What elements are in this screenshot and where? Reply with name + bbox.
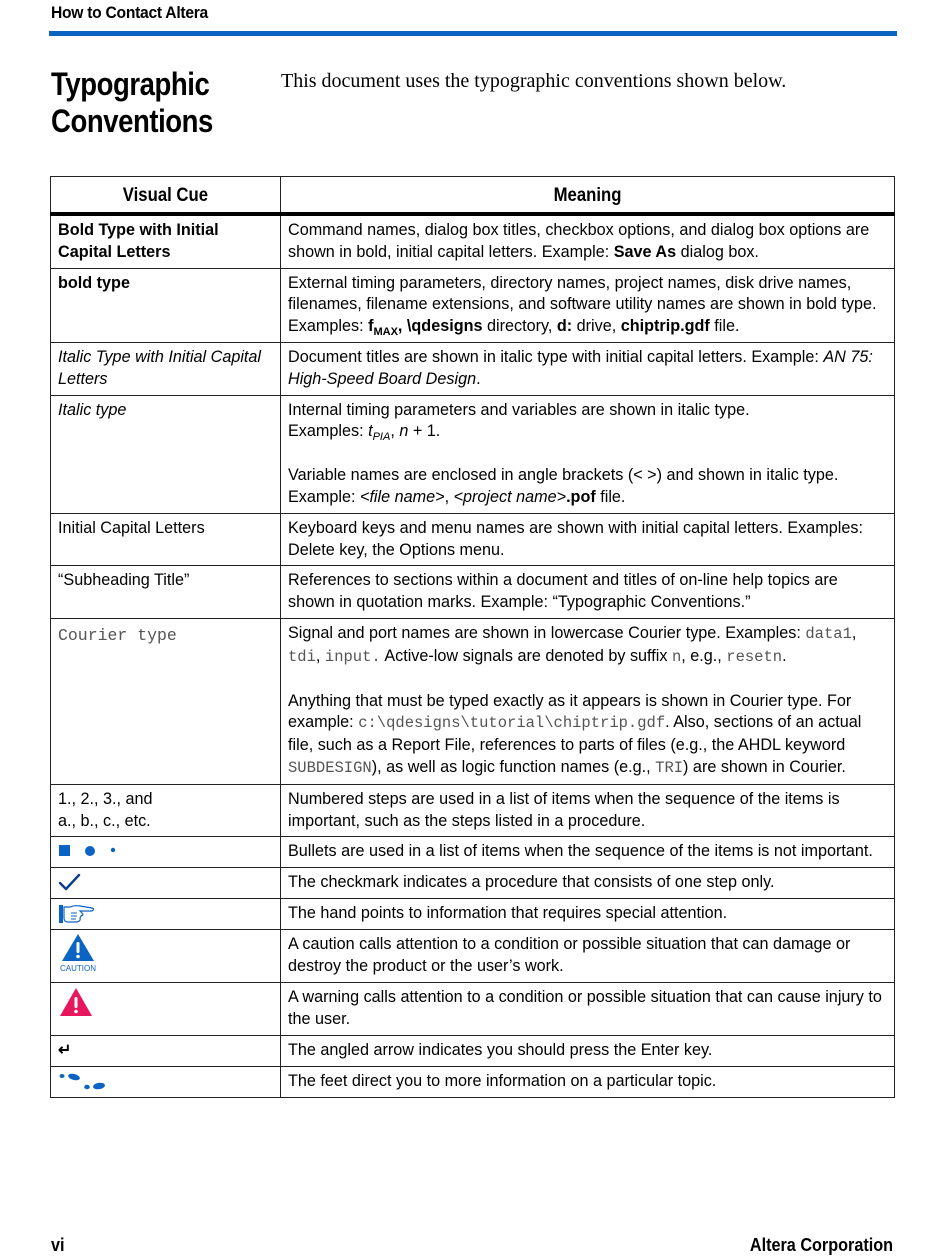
- header-rule: [49, 31, 897, 36]
- running-head: How to Contact Altera: [51, 3, 208, 22]
- warning-icon: [58, 986, 100, 1020]
- meaning-cell: Numbered steps are used in a list of items when the sequence of the items is important, such as the steps listed in a procedure.: [281, 784, 895, 837]
- cue-cell: [51, 868, 281, 899]
- cue-cell: Initial Capital Letters: [51, 513, 281, 566]
- meaning-cell: Bullets are used in a list of items when the sequence of the items is not important.: [281, 837, 895, 868]
- table-row: [51, 982, 895, 1035]
- meaning-cell: The feet direct you to more information on a particular topic.: [281, 1066, 895, 1097]
- meaning-cell: Command names, dialog box titles, checkbox options, and dialog box options are shown in bold, initial capital letters. Example: Save As dialog box.: [281, 214, 895, 268]
- table-row: [51, 899, 895, 930]
- cue-cell: [51, 982, 281, 1035]
- meaning-cell: The angled arrow indicates you should press the Enter key.: [281, 1035, 895, 1066]
- meaning-cell: A caution calls attention to a condition or possible situation that can damage or destroy the product or the user’s work.: [281, 930, 895, 983]
- table-row: [51, 784, 895, 837]
- cue-cell: Bold Type with Initial Capital Letters: [51, 214, 281, 268]
- cue-cell: 1., 2., 3., and a., b., c., etc.: [51, 784, 281, 837]
- cue-cell: Courier type: [51, 618, 281, 784]
- meaning-cell: Signal and port names are shown in lowercase Courier type. Examples: data1, tdi, input. Active-low signals are denoted by suffix n, e.g., resetn. Anything that must be typed exactly as it appears is shown in Courier type. For example: c:\qdesigns\tutorial\chiptrip.gdf. Also, sections of an actual file, such as a Report File, references to parts of files (e.g., the AHDL keyword SUBDESIGN), as well as logic function names (e.g., TRI) are shown in Courier.: [281, 618, 895, 784]
- cue-cell: bold type: [51, 268, 281, 342]
- cue-cell: [51, 1066, 281, 1097]
- table-row: [51, 930, 895, 983]
- cue-cell: [51, 1035, 281, 1066]
- svg-text:CAUTION: CAUTION: [60, 964, 96, 974]
- table-row: [51, 837, 895, 868]
- table-row: [51, 342, 895, 395]
- meaning-cell: External timing parameters, directory names, project names, disk drive names, filenames, filename extensions, and software utility names are shown in bold type. Examples: $f_{MAX}$, \qdesigns directory, d: drive, chiptrip.gdf file.: [281, 268, 895, 342]
- bullets-icon: [58, 841, 128, 861]
- conventions-table: [50, 176, 895, 1098]
- meaning-cell: Document titles are shown in italic type with initial capital letters. Example: AN 75: High-Speed Board Design.: [281, 342, 895, 395]
- table-row: [51, 868, 895, 899]
- footer-company: Altera Corporation: [749, 1235, 893, 1255]
- cue-cell: [51, 899, 281, 930]
- table-row: [51, 513, 895, 566]
- enter-arrow-icon: ↵: [58, 1041, 72, 1059]
- feet-icon: [58, 1071, 108, 1093]
- section-title: [51, 66, 213, 140]
- table-row: [51, 618, 895, 784]
- intro-text: This document uses the typographic conventions shown below.: [281, 70, 787, 92]
- table-header-row: [51, 177, 895, 215]
- meaning-cell: References to sections within a document and titles of on-line help topics are shown in quotation marks. Example: “Typographic Conventions.”: [281, 566, 895, 619]
- meaning-cell: Keyboard keys and menu names are shown with initial capital letters. Examples: Delete key, the Options menu.: [281, 513, 895, 566]
- cue-cell: [51, 837, 281, 868]
- meaning-cell: The checkmark indicates a procedure that consists of one step only.: [281, 868, 895, 899]
- cue-cell: “Subheading Title”: [51, 566, 281, 619]
- table-row: [51, 566, 895, 619]
- section-title-line1: Typographic: [51, 66, 210, 102]
- pointing-hand-icon: [58, 903, 98, 925]
- meaning-cell: A warning calls attention to a condition or possible situation that can cause injury to the user.: [281, 982, 895, 1035]
- footer-page-number: vi: [51, 1235, 65, 1255]
- cue-cell: Italic type: [51, 395, 281, 513]
- cue-cell: [51, 930, 281, 983]
- table-row: [51, 395, 895, 513]
- cue-cell: Italic Type with Initial Capital Letters: [51, 342, 281, 395]
- table-row: [51, 1035, 895, 1066]
- header-meaning: Meaning: [281, 177, 895, 215]
- caution-icon: [58, 933, 100, 973]
- meaning-cell: The hand points to information that requires special attention.: [281, 899, 895, 930]
- section-title-line2: Conventions: [51, 103, 213, 139]
- table-row: [51, 268, 895, 342]
- header-visual-cue: Visual Cue: [51, 177, 281, 215]
- checkmark-icon: [58, 872, 82, 892]
- table-row: [51, 214, 895, 268]
- meaning-cell: Internal timing parameters and variables are shown in italic type. Examples: $t_{PIA}$, n + 1. Variable names are enclosed in angle brackets (< >) and shown in italic type. Example: <file name>, <project name>.pof file.: [281, 395, 895, 513]
- table-row: [51, 1066, 895, 1097]
